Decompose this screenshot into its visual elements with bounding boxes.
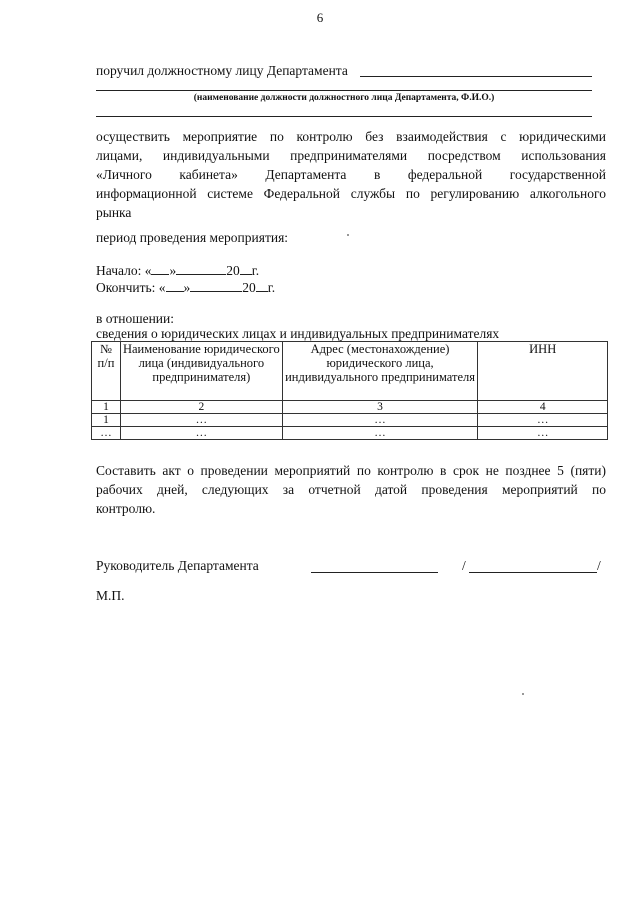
table-cell: …	[282, 427, 478, 440]
start-month-blank[interactable]	[176, 262, 226, 275]
regarding-label: в отношении:	[96, 311, 175, 326]
table-cell: …	[120, 414, 282, 427]
signature-blank[interactable]	[311, 572, 438, 573]
official-name-blank[interactable]	[360, 76, 592, 77]
table-cell: …	[478, 414, 608, 427]
signature-slash-open: /	[462, 558, 466, 573]
start-label: Начало: «	[96, 263, 152, 278]
table-cell: 2	[120, 401, 282, 414]
task-line-1: осуществить мероприятие по контролю без взаимодействия с юридическими	[96, 129, 606, 144]
table-row	[92, 401, 608, 414]
signature-name-blank[interactable]	[469, 572, 597, 573]
table-cell: 1	[92, 414, 121, 427]
page-number: 6	[316, 10, 324, 25]
official-name-line-3[interactable]	[96, 116, 592, 117]
table-header-row	[92, 342, 608, 401]
act-line-1: Составить акт о проведении мероприятий по контролю в срок не позднее 5 (пяти)	[96, 463, 606, 478]
scan-speck	[522, 693, 524, 695]
period-label: период проведения мероприятия:	[96, 230, 289, 245]
table-cell: …	[282, 414, 478, 427]
instructed-text: поручил должностному лицу Департамента	[96, 63, 348, 78]
end-date-row	[96, 279, 275, 296]
header-number: № п/п	[92, 342, 121, 401]
entities-table	[91, 341, 608, 440]
start-close-quote: »	[169, 263, 177, 278]
start-day-blank[interactable]	[151, 262, 169, 275]
end-year-suffix: г.	[267, 280, 276, 295]
start-date-row	[96, 262, 259, 279]
end-day-blank[interactable]	[166, 279, 184, 292]
header-entity-name: Наименование юридического лица (индивидуального предпринимателя)	[120, 342, 282, 401]
task-paragraph	[96, 127, 606, 222]
task-line-2: лицами, индивидуальными предпринимателями посредством использования	[96, 148, 606, 163]
table-cell: 4	[478, 401, 608, 414]
start-year-blank[interactable]	[240, 262, 252, 275]
table-cell: …	[120, 427, 282, 440]
scan-speck	[347, 234, 349, 236]
task-line-4: информационной системе Федеральной службы по регулированию алкогольного	[96, 186, 606, 201]
table-row	[92, 414, 608, 427]
header-inn: ИНН	[478, 342, 608, 401]
signature-slash-close: /	[597, 558, 601, 573]
official-name-line-2[interactable]	[96, 90, 592, 91]
table-cell: …	[92, 427, 121, 440]
table-cell: 3	[282, 401, 478, 414]
end-label: Окончить: «	[96, 280, 166, 295]
end-year-blank[interactable]	[256, 279, 268, 292]
signature-role: Руководитель Департамента	[96, 558, 259, 573]
header-address: Адрес (местонахождение) юридического лица, индивидуального предпринимателя	[282, 342, 478, 401]
stamp-label: М.П.	[96, 588, 125, 603]
regarding-info: сведения о юридических лицах и индивидуальных предпринимателях	[96, 326, 500, 341]
act-paragraph	[96, 461, 606, 518]
start-year-suffix: г.	[251, 263, 260, 278]
end-year-prefix: 20	[242, 280, 256, 295]
table-cell: …	[478, 427, 608, 440]
table-row	[92, 427, 608, 440]
official-caption: (наименование должности должностного лица Департамента, Ф.И.О.)	[193, 93, 495, 103]
start-year-prefix: 20	[226, 263, 240, 278]
end-close-quote: »	[183, 280, 191, 295]
act-line-3: контролю.	[96, 501, 156, 516]
task-line-3: «Личного кабинета» Департамента в федеральной государственной	[96, 167, 606, 182]
end-month-blank[interactable]	[190, 279, 242, 292]
act-line-2: рабочих дней, следующих за отчетной датой проведения мероприятий по	[96, 482, 606, 497]
table-cell: 1	[92, 401, 121, 414]
task-line-5: рынка	[96, 205, 132, 220]
